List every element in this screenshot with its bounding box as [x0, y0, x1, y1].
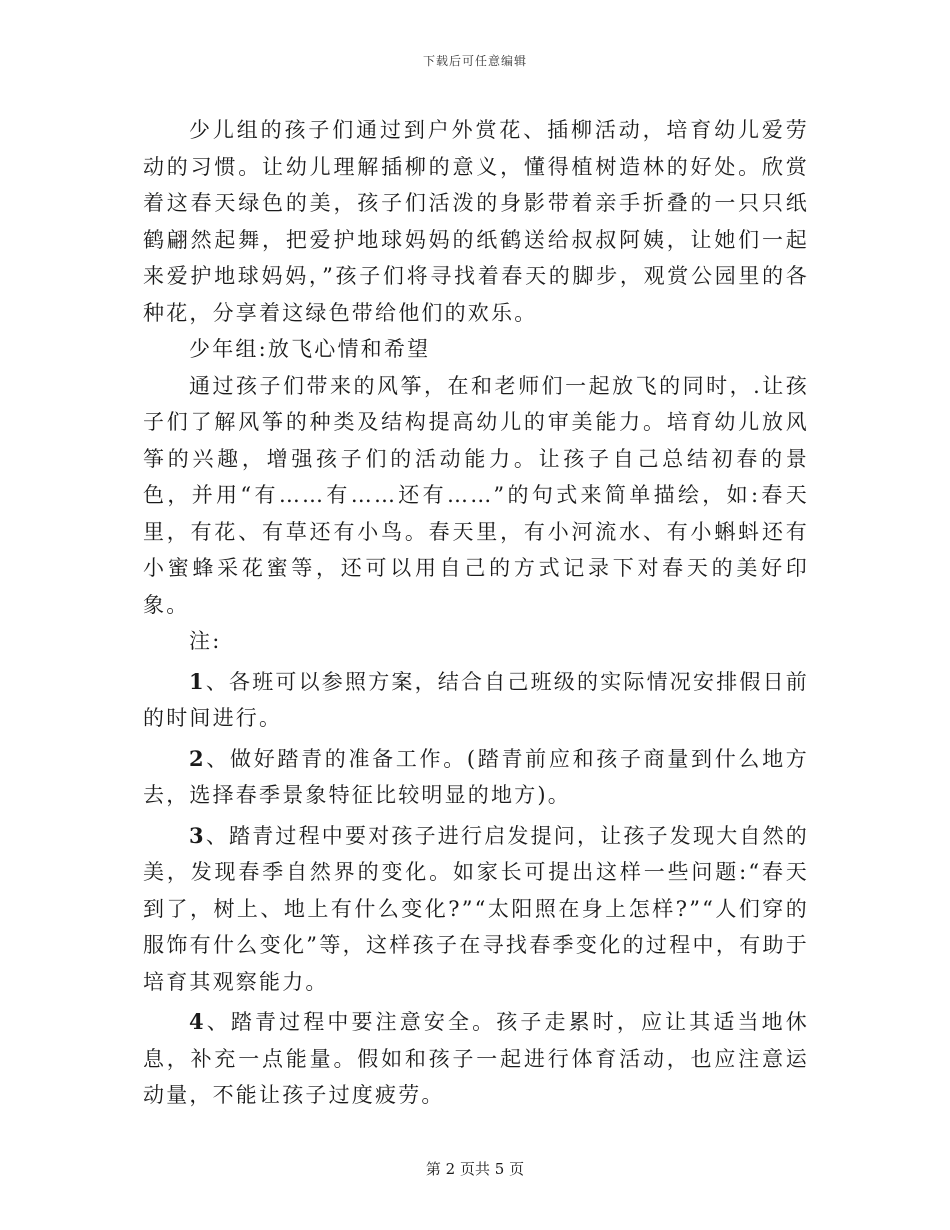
- note-item-number: 1: [189, 668, 206, 694]
- paragraph-youth-group-heading: 少年组:放飞心情和希望: [189, 337, 431, 361]
- note-item-number: 4: [189, 1009, 206, 1034]
- note-item: [143, 818, 809, 1001]
- note-label: 注:: [189, 629, 222, 653]
- note-item-text: 、做好踏青的准备工作。(踏青前应和孩子商量到什么地方去，选择春季景象特征比较明显的地方)。: [143, 746, 809, 807]
- note-item-number: 2: [189, 745, 206, 771]
- note-item: [143, 1004, 809, 1114]
- note-item: [143, 741, 809, 814]
- note-item-number: 3: [189, 822, 206, 848]
- paragraph-children-group: 少儿组的孩子们通过到户外赏花、插柳活动，培育幼儿爱劳动的习惯。让幼儿理解插柳的意义，懂得植树造林的好处。欣赏着这春天绿色的美，孩子们活泼的身影带着亲手折叠的一只只纸鹤翩然起舞，把爱护地球妈妈的纸鹤送给叔叔阿姨，让她们一起来爱护地球妈妈，”孩子们将寻找着春天的脚步，观赏公园里的各种花，分享着这绿色带给他们的欢乐。: [143, 118, 809, 325]
- note-item-text: 、踏青过程中要对孩子进行启发提问，让孩子发现大自然的美，发现春季自然界的变化。如家长可提出这样一些问题:“春天到了，树上、地上有什么变化?”“太阳照在身上怎样?”“人们穿的服饰有什么变化”等，这样孩子在寻找春季变化的过程中，有助于培育其观察能力。: [143, 823, 810, 994]
- document-body: [143, 112, 809, 1114]
- page-header: 下载后可任意编辑: [422, 54, 527, 68]
- paragraph-kite-activity: 通过孩子们带来的风筝，在和老师们一起放飞的同时，.让孩子们了解风筝的种类及结构提高幼儿的审美能力。培育幼儿放风筝的兴趣，增强孩子们的活动能力。让孩子自己总结初春的景色，并用“有……有……还有……”的句式来简单描绘，如:春天里，有花、有草还有小鸟。春天里，有小河流水、有小蝌蚪还有小蜜蜂采花蜜等，还可以用自己的方式记录下对春天的美好印象。: [143, 373, 809, 617]
- note-item-text: 、踏青过程中要注意安全。孩子走累时，应让其适当地休息，补充一点能量。假如和孩子一起进行体育活动，也应注意运动量，不能让孩子过度疲劳。: [143, 1010, 809, 1107]
- note-item-text: 、各班可以参照方案，结合自己班级的实际情况安排假日前的时间进行。: [143, 669, 810, 730]
- page-footer: 第 2 页共 5 页: [425, 1160, 525, 1178]
- note-item: [143, 664, 809, 737]
